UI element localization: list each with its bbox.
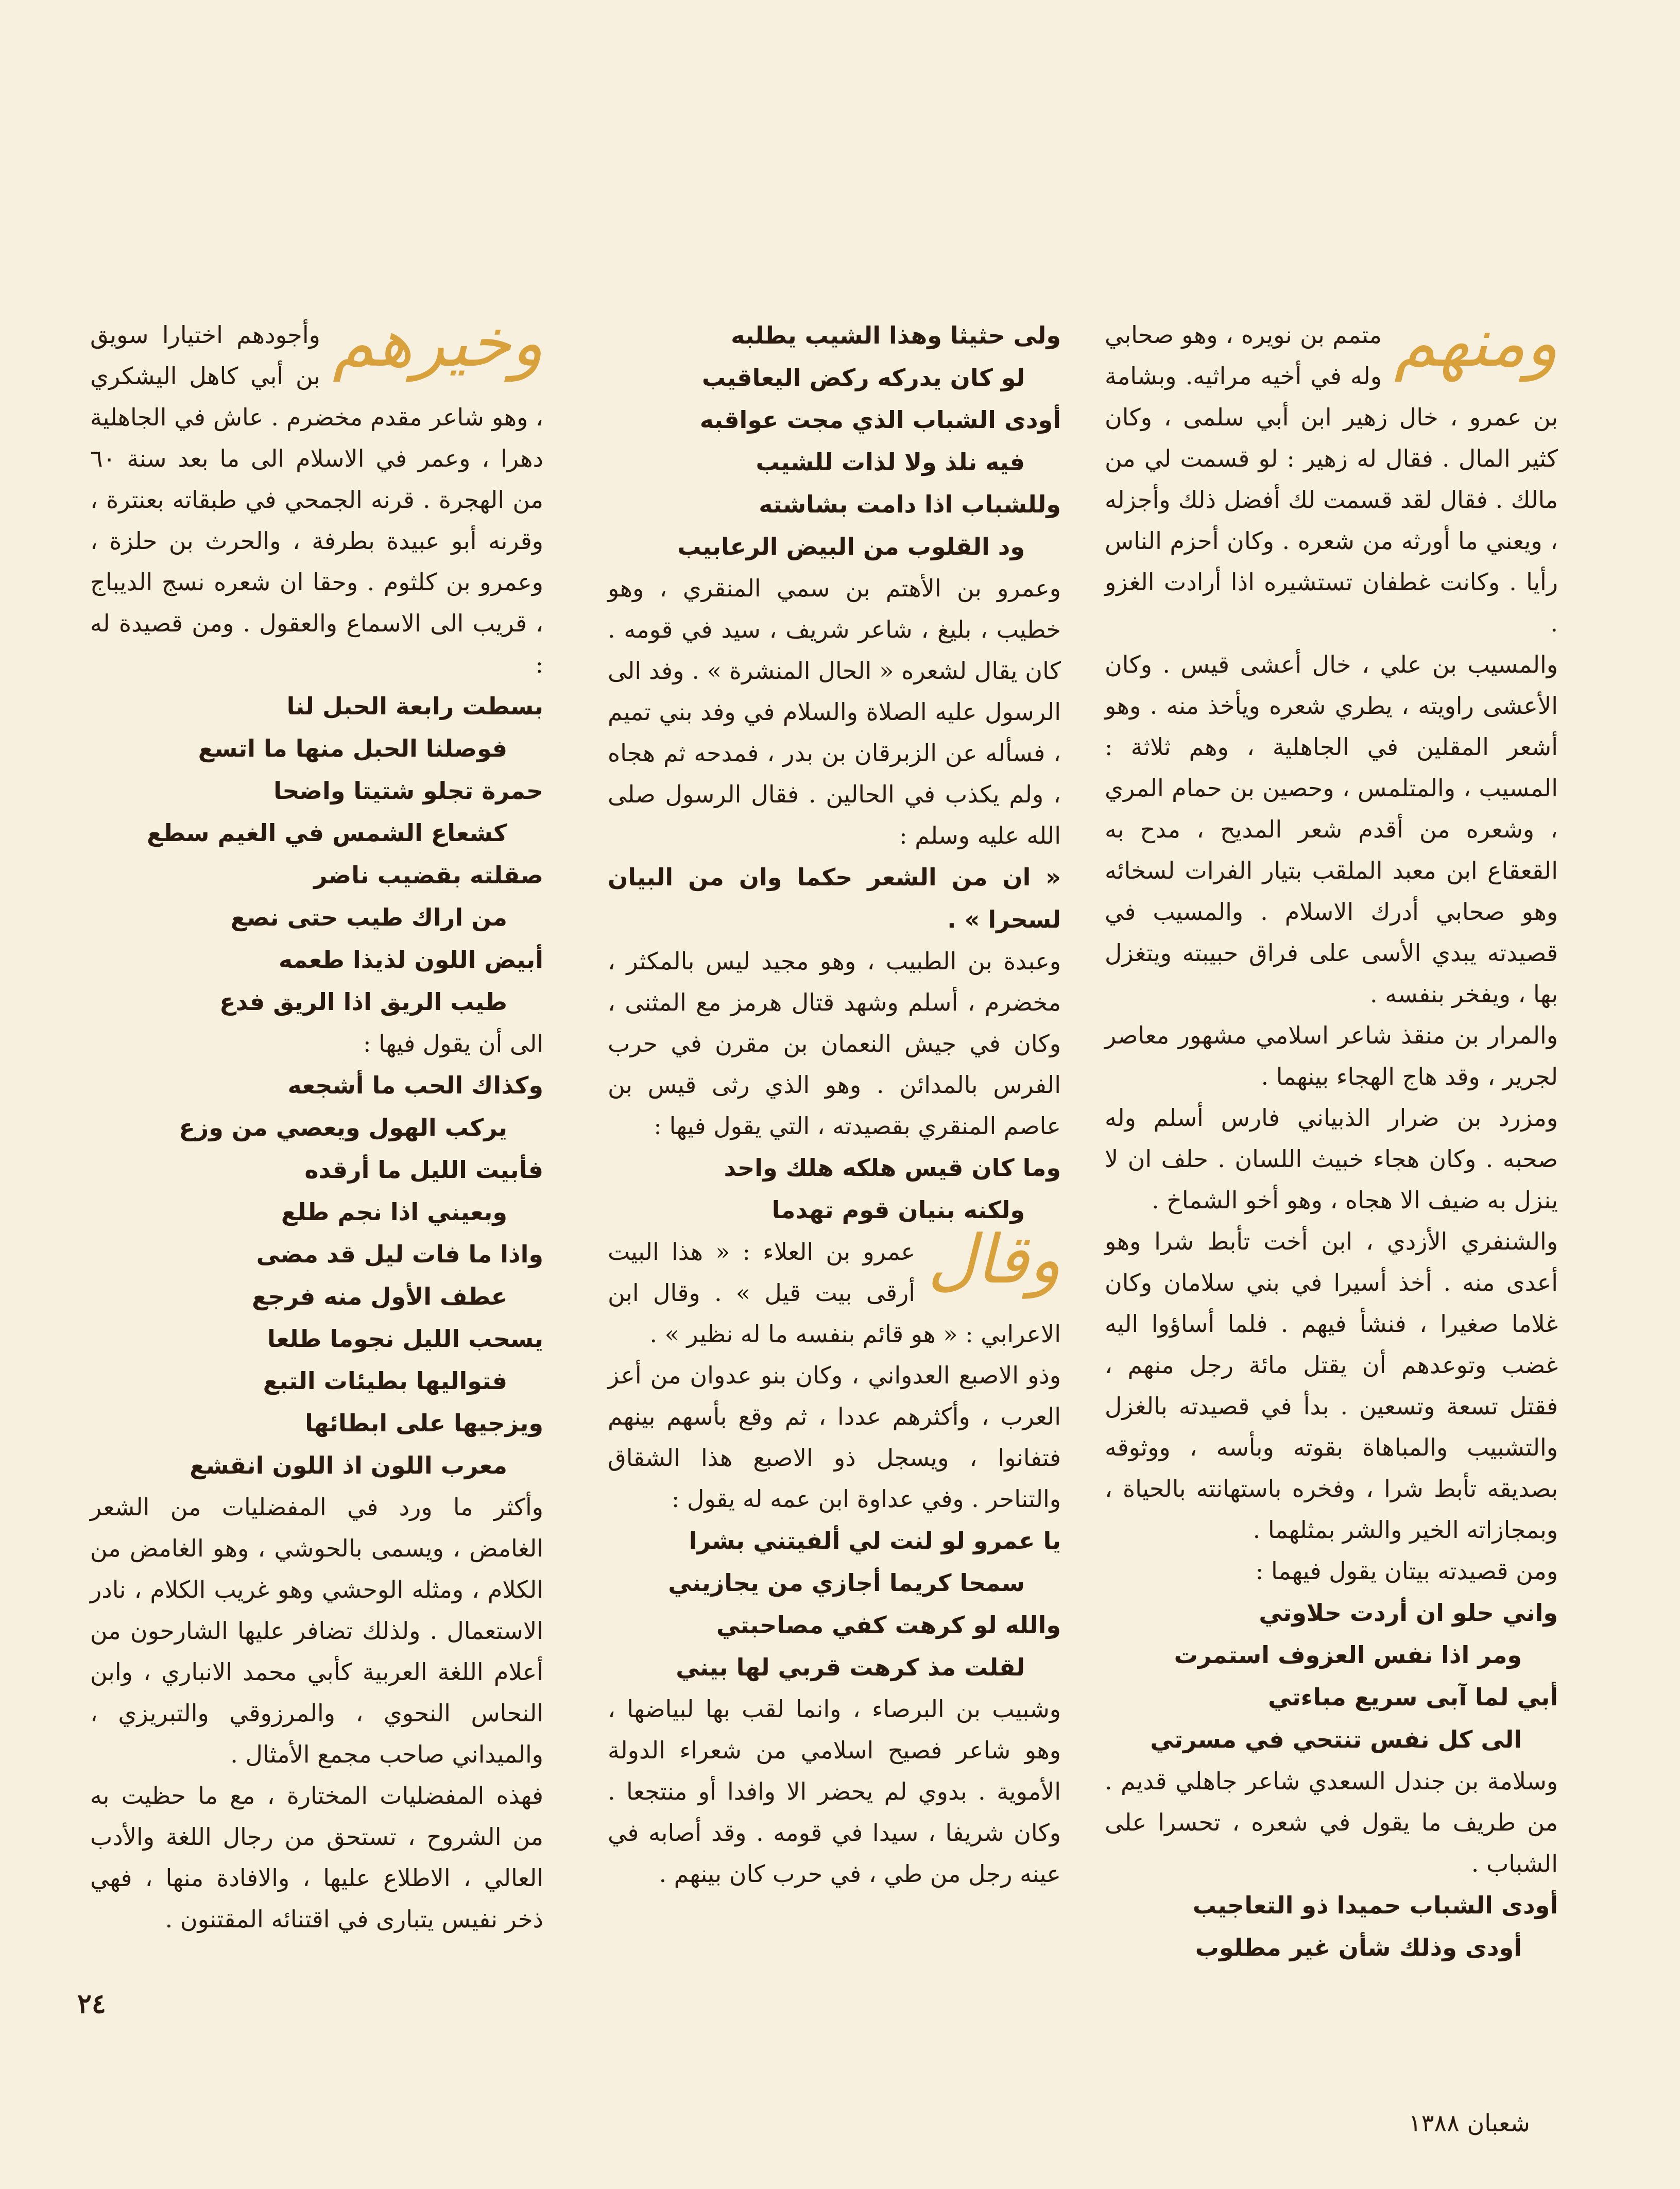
middle-column xyxy=(608,314,1061,1894)
issue-date: شعبان ١٣٨٨ xyxy=(1409,2109,1530,2137)
paragraph: فهذه المفضليات المختارة ، مع ما حظيت به من الشروح ، تستحق من رجال اللغة والأدب العالي ، الاطلاع عليها ، والافادة منها ، فهي ذخر نفيس يتبارى في اقتنائه المقتنون . xyxy=(90,1782,543,1933)
verse-line: صقلته بقضيب ناضر xyxy=(314,861,543,889)
verse-line: أودى الشباب حميدا ذو التعاجيب xyxy=(1192,1891,1558,1919)
paragraph: وأكثر ما ورد في المفضليات من الشعر الغامض ، ويسمى بالحوشي ، وهو الغامض من الكلام ، ومثله الوحشي وهو غريب الكلام ، نادر الاستعمال . ولذلك تضافر عليها الشارحون من أعلام اللغة العربية كأبي محمد الانباري ، وابن النحاس النحوي ، والمرزوقي والتبريزي ، والميداني صاحب مجمع الأمثال . xyxy=(90,1493,543,1768)
verse-line: الى كل نفس تنتحي في مسرتي xyxy=(1150,1725,1522,1753)
verse-line: عطف الأول منه فرجع xyxy=(251,1282,507,1310)
verse-line: طيب الريق اذا الريق فدع xyxy=(219,988,507,1016)
verse-line: يا عمرو لو لنت لي ألفيتني بشرا xyxy=(689,1527,1061,1554)
page-number: ٢٤ xyxy=(77,1988,106,2020)
verse-line: فيه نلذ ولا لذات للشيب xyxy=(756,448,1025,476)
verse-line: معرب اللون اذ اللون انقشع xyxy=(190,1451,507,1479)
verse-line: ود القلوب من البيض الرعابيب xyxy=(677,533,1025,560)
verse-line: ويزجيها على ابطائها xyxy=(305,1409,543,1437)
paragraph xyxy=(90,303,543,685)
right-column xyxy=(1105,303,1558,1969)
verse-line: فوصلنا الحبل منها ما اتسع xyxy=(198,734,507,762)
verse-line: ولكنه بنيان قوم تهدما xyxy=(772,1196,1025,1224)
verse-line: أبي لما آبى سريع مباءتي xyxy=(1267,1683,1558,1711)
verse-line: فأبيت الليل ما أرقده xyxy=(304,1156,543,1184)
paragraph: وسلامة بن جندل السعدي شاعر جاهلي قديم . من طريف ما يقول في شعره ، تحسرا على الشباب . xyxy=(1105,1767,1558,1877)
verse-line: فتواليها بطيئات التبع xyxy=(263,1367,507,1395)
paragraph-text: عمرو بن العلاء : « هذا البيت أرقى بيت قيل » . وقال ابن الاعرابي : « هو قائم بنفسه ما له نظير » . xyxy=(608,1238,1061,1348)
paragraph-text: وأجودهم اختيارا سويق بن أبي كاهل اليشكري ، وهو شاعر مقدم مخضرم . عاش في الجاهلية دهرا ، وعمر في الاسلام الى ما بعد سنة ٦٠ من الهجرة . قرنه الجمحي في طبقاته بعنترة ، وقرنه أبو عبيدة بطرفة ، والحرث بن حلزة ، وعمرو بن كلثوم . وحقا ان شعره نسج الديباج ، قريب الى الاسماع والعقول . ومن قصيدة له : xyxy=(90,321,543,678)
section-heading: وقال xyxy=(928,1220,1061,1298)
verse-line: كشعاع الشمس في الغيم سطع xyxy=(147,819,507,847)
verse-line: لو كان يدركه ركض اليعاقيب xyxy=(701,364,1025,391)
verse-line: من اراك طيب حتى نصع xyxy=(230,903,507,931)
verse-line: لقلت مذ كرهت قربي لها بيني xyxy=(676,1653,1025,1681)
paragraph: وعمرو بن الأهتم بن سمي المنقري ، وهو خطيب ، بليغ ، شاعر شريف ، سيد في قومه . كان يقال لشعره « الحال المنشرة » . وفد الى الرسول عليه الصلاة والسلام في وفد بني تميم ، فسأله عن الزبرقان بن بدر ، فمدحه ثم هجاه ، ولم يكذب في الحالين . فقال الرسول صلى الله عليه وسلم : xyxy=(608,574,1061,849)
verse-line: أبيض اللون لذيذا طعمه xyxy=(278,946,543,973)
verse-line: وبعيني اذا نجم طلع xyxy=(281,1198,507,1226)
verse-line: سمحا كريما أجازي من يجازيني xyxy=(668,1569,1025,1597)
verse-line: أودى الشباب الذي مجت عواقبه xyxy=(699,406,1061,434)
verse-line: واني حلو ان أردت حلاوتي xyxy=(1259,1599,1558,1627)
verse-line: ومر اذا نفس العزوف استمرت xyxy=(1174,1641,1522,1669)
paragraph: ومن قصيدته بيتان يقول فيهما : xyxy=(1255,1557,1558,1585)
verse-line: وللشباب اذا دامت بشاشته xyxy=(759,490,1061,518)
section-heading: وخيرهم xyxy=(332,303,543,382)
left-column xyxy=(90,303,543,1940)
section-heading: ومنهم xyxy=(1394,303,1558,382)
verse-line: أودى وذلك شأن غير مطلوب xyxy=(1195,1934,1522,1961)
verse-line: ولى حثيثا وهذا الشيب يطلبه xyxy=(731,321,1061,349)
paragraph: الى أن يقول فيها : xyxy=(363,1030,543,1057)
verse-line: وما كان قيس هلكه هلك واحد xyxy=(724,1154,1061,1182)
verse-line: يركب الهول ويعصي من وزع xyxy=(179,1114,507,1141)
paragraph: والمرار بن منقذ شاعر اسلامي مشهور معاصر لجرير ، وقد هاج الهجاء بينهما . xyxy=(1105,1021,1558,1090)
hadith-quote: « ان من الشعر حكما وان من البيان لسحرا » . xyxy=(608,863,1061,933)
paragraph: والشنفري الأزدي ، ابن أخت تأبط شرا وهو أعدى منه . أخذ أسيرا في بني سلامان وكان غلاما صغيرا ، فنشأ فيهم . فلما أساؤوا اليه غضب وتوعدهم أن يقتل مائة رجل منهم ، فقتل تسعة وتسعين . بدأ في قصيدته بالغزل والتشبيب والمباهاة بقوته وبأسه ، ووثوقه بصديقه تأبط شرا ، وفخره باستهانته بالحياة ، وبمجازاته الخير والشر بمثلهما . xyxy=(1105,1227,1558,1544)
verse-line: والله لو كرهت كفي مصاحبتي xyxy=(716,1611,1061,1639)
paragraph: والمسيب بن علي ، خال أعشى قيس . وكان الأعشى راويته ، يطري شعره ويأخذ منه . وهو أشعر المقلين في الجاهلية ، وهم ثلاثة : المسيب ، والمتلمس ، وحصين بن حمام المري ، وشعره من أقدم شعر المديح ، مدح به القعقاع ابن معبد الملقب بتيار الفرات لسخائه وهو صحابي أدرك الاسلام . والمسيب في قصيدته يبدي الأسى على فراق حبيبته ويتغزل بها ، ويفخر بنفسه . xyxy=(1105,651,1558,1008)
verse-line: حمرة تجلو شتيتا واضحا xyxy=(273,777,543,805)
verse-line: يسحب الليل نجوما طلعا xyxy=(267,1325,543,1353)
paragraph: وشبيب بن البرصاء ، وانما لقب بها لبياضها ، وهو شاعر فصيح اسلامي من شعراء الدولة الأموية . بدوي لم يحضر الا وافدا أو منتجعا . وكان شريفا ، سيدا في قومه . وقد أصابه في عينه رجل من طي ، في حرب كان بينهم . xyxy=(608,1695,1061,1888)
paragraph: ومزرد بن ضرار الذبياني فارس أسلم وله صحبه . وكان هجاء خبيث اللسان . حلف ان لا ينزل به ضيف الا هجاه ، وهو أخو الشماخ . xyxy=(1105,1104,1558,1214)
verse-line: بسطت رابعة الحبل لنا xyxy=(286,692,543,720)
verse-line: وكذاك الحب ما أشجعه xyxy=(287,1071,543,1099)
paragraph: وعبدة بن الطبيب ، وهو مجيد ليس بالمكثر ، مخضرم ، أسلم وشهد قتال هرمز مع المثنى ، وكان في جيش النعمان بن مقرن في حرب الفرس بالمدائن . وهو الذي رثى قيس بن عاصم المنقري بقصيدته ، التي يقول فيها : xyxy=(608,947,1061,1140)
paragraph xyxy=(608,1220,1061,1355)
paragraph xyxy=(1105,303,1558,644)
paragraph-text: متمم بن نويره ، وهو صحابي وله في أخيه مراثيه. وبشامة بن عمرو ، خال زهير ابن أبي سلمى ، وكان كثير المال . فقال له زهير : لو قسمت لي من مالك . فقال لقد قسمت لك أفضل ذلك وأجزله ، ويعني ما أورثه من شعره . وكان أحزم الناس رأيا . وكانت غطفان تستشيره اذا أرادت الغزو . xyxy=(1105,321,1558,637)
paragraph: وذو الاصبع العدواني ، وكان بنو عدوان من أعز العرب ، وأكثرهم عددا ، ثم وقع بأسهم بينهم فتفانوا ، ويسجل ذو الاصبع هذا الشقاق والتناحر . وفي عداوة ابن عمه له يقول : xyxy=(608,1361,1061,1513)
verse-line: واذا ما فات ليل قد مضى xyxy=(256,1240,543,1268)
